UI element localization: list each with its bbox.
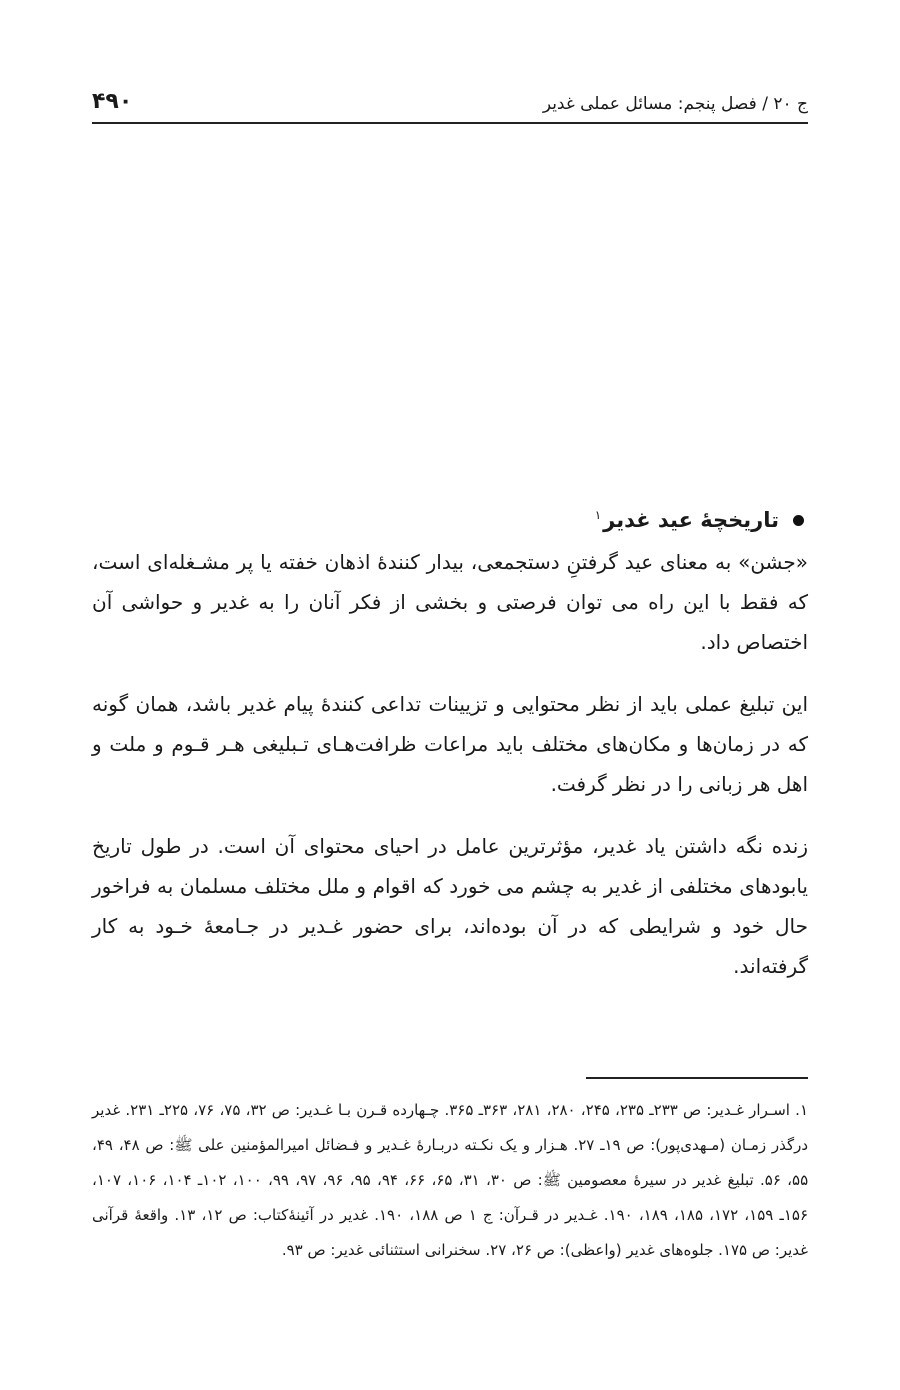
main-content — [92, 500, 808, 1008]
footnote-divider — [586, 1077, 808, 1079]
page-number: ۴۹۰ — [92, 89, 133, 114]
bullet-icon — [793, 515, 804, 526]
paragraph: «جشن» به معنای عید گرفتنِ دستجمعی، بیدار کنندۀ اذهان خفته یا پر مشـغله‌ای است، که فقط با این راه می توان فرصتی و بخشی از فکر آنان را به غدیر و حواشی آن اختصاص داد. — [92, 550, 808, 654]
footnotes — [92, 1093, 808, 1268]
section-heading-text: تاریخچۀ عید غدیر — [603, 508, 779, 532]
paragraph: این تبلیغ عملی باید از نظر محتوایی و تزیینات تداعی کنندۀ پیام غدیر باشد، همان گونه که در زمان‌ها و مکان‌های مختلف باید مراعات ظرافت‌هـای تـبلیغی هـر قـوم و ملت و اهل هر زبانی را در نظر گرفت. — [92, 692, 808, 796]
section-heading — [92, 500, 808, 540]
running-title: ج ۲۰ / فصل پنجم: مسائل عملی غدیر — [542, 94, 808, 114]
page-header — [92, 76, 808, 124]
paragraph: زنده نگه داشتن یاد غدیر، مؤثرترین عامل در احیای محتوای آن است. در طول تاریخ یابودهای مختلفی از غدیر به چشم می خورد که اقوام و ملل مختلف مسلمان به فراخور حال خود و شرایطی که در آن بوده‌اند، برای حضور غـدیر در جـامعۀ خـود به کار گرفته‌اند. — [92, 834, 808, 978]
footnote-reference[interactable]: ۱ — [594, 508, 602, 522]
footnote: ۱. اسـرار غـدیر: ص ۲۳۳ـ ۲۳۵، ۲۴۵، ۲۸۰، ۲۸۱، ۳۶۳ـ ۳۶۵. چـهارده قـرن بـا غـدیر: ص ۳۲، ۷۵، ۷۶، ۲۲۵ـ ۲۳۱. غدیر درگذر زمـان (مـهدی‌پور): ص ۱۹ـ ۲۷. هـزار و یک نکـته دربـارۀ غـدیر و فـضائل امیرالمؤمنین علی ﷺ: ص ۴۸، ۴۹، ۵۵، ۵۶. تبلیغ غدیر در سیرۀ معصومین ﷺ: ص ۳۰، ۳۱، ۶۵، ۶۶، ۹۴، ۹۵، ۹۶، ۹۷، ۹۹، ۱۰۰، ۱۰۲ـ ۱۰۴، ۱۰۶، ۱۰۷، ۱۵۶ـ ۱۵۹، ۱۷۲، ۱۸۵، ۱۸۹، ۱۹۰. غـدیر در قـرآن: ج ۱ ص ۱۸۸، ۱۹۰. غدیر در آئینۀکتاب: ص ۱۲، ۱۳. واقعۀ قرآنی غدیر: ص ۱۷۵. جلوه‌های غدیر (واعظی): ص ۲۶، ۲۷. سخنرانی استثنائی غدیر: ص ۹۳. — [92, 1101, 809, 1259]
